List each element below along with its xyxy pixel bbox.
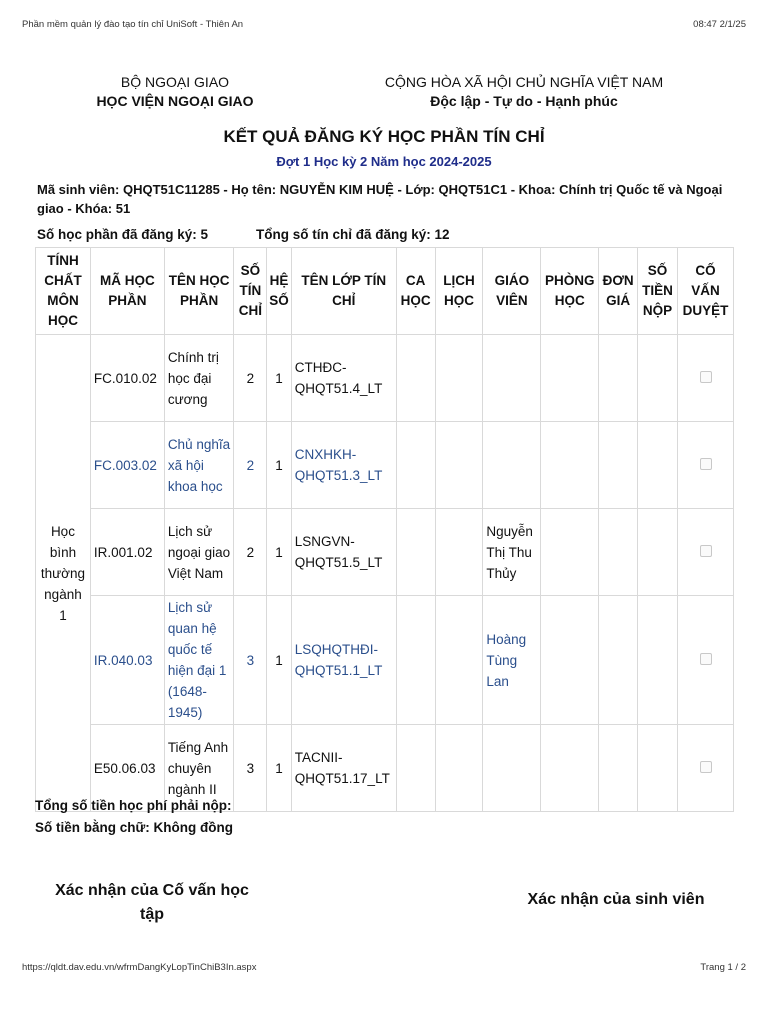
- advisor-approval-checkbox[interactable]: [700, 761, 712, 773]
- course-paid: [638, 335, 678, 422]
- course-name[interactable]: Chủ nghĩa xã hội khoa học: [164, 422, 234, 509]
- course-code[interactable]: FC.003.02: [90, 422, 164, 509]
- advisor-approval-checkbox[interactable]: [700, 371, 712, 383]
- ministry-name: BỘ NGOẠI GIAO: [120, 74, 230, 90]
- col-nature: TÍNH CHẤT MÔN HỌC: [36, 248, 91, 335]
- course-credits: 2: [234, 509, 267, 596]
- advisor-approval-cell: [678, 725, 734, 812]
- course-shift: [396, 725, 435, 812]
- course-room: [541, 509, 599, 596]
- course-teacher[interactable]: Hoàng Tùng Lan: [483, 596, 541, 725]
- col-shift: CA HỌC: [396, 248, 435, 335]
- total-credits-count: Tổng số tín chỉ đã đăng ký: 12: [256, 227, 450, 242]
- table-header-row: [36, 248, 734, 335]
- course-class: CTHĐC-QHQT51.4_LT: [291, 335, 396, 422]
- course-coef: 1: [267, 335, 292, 422]
- page-title: KẾT QUẢ ĐĂNG KÝ HỌC PHẦN TÍN CHỈ: [223, 127, 545, 146]
- course-code: IR.001.02: [90, 509, 164, 596]
- student-signature-label: Xác nhận của sinh viên: [527, 891, 705, 908]
- course-credits: 3: [234, 725, 267, 812]
- course-price: [599, 422, 638, 509]
- col-coef: HỆ SỐ: [267, 248, 292, 335]
- course-name: Lịch sử ngoại giao Việt Nam: [164, 509, 234, 596]
- course-coef: 1: [267, 596, 292, 725]
- table-row: [36, 335, 734, 422]
- course-price: [599, 725, 638, 812]
- course-class: LSNGVN-QHQT51.5_LT: [291, 509, 396, 596]
- course-name[interactable]: Lịch sử quan hệ quốc tế hiện đại 1 (1648-1945): [164, 596, 234, 725]
- course-code: FC.010.02: [90, 335, 164, 422]
- advisor-approval-checkbox[interactable]: [700, 653, 712, 665]
- fee-in-words: Số tiền bằng chữ: Không đồng: [35, 820, 233, 835]
- course-coef: 1: [267, 422, 292, 509]
- col-code: MÃ HỌC PHẦN: [90, 248, 164, 335]
- table-row: [36, 422, 734, 509]
- course-code[interactable]: IR.040.03: [90, 596, 164, 725]
- total-fee: Tổng số tiền học phí phải nộp:: [35, 798, 232, 813]
- course-class[interactable]: CNXHKH-QHQT51.3_LT: [291, 422, 396, 509]
- col-paid: SỐ TIỀN NỘP: [638, 248, 678, 335]
- registration-counts: [37, 227, 450, 242]
- col-room: PHÒNG HỌC: [541, 248, 599, 335]
- col-advisor: CỐ VẤN DUYỆT: [678, 248, 734, 335]
- academy-name: HỌC VIỆN NGOẠI GIAO: [96, 93, 254, 109]
- course-shift: [396, 335, 435, 422]
- course-class[interactable]: LSQHQTHĐI-QHQT51.1_LT: [291, 596, 396, 725]
- col-class: TÊN LỚP TÍN CHỈ: [291, 248, 396, 335]
- advisor-approval-cell: [678, 509, 734, 596]
- print-footer-url: https://qldt.dav.edu.vn/wfrmDangKyLopTinChiB3In.aspx: [22, 962, 257, 973]
- course-schedule: [435, 596, 483, 725]
- course-credits: 2: [234, 335, 267, 422]
- print-footer-page: Trang 1 / 2: [700, 962, 746, 973]
- registration-table: [35, 247, 734, 812]
- country-name: CỘNG HÒA XÃ HỘI CHỦ NGHĨA VIỆT NAM: [384, 74, 664, 90]
- course-teacher: [483, 335, 541, 422]
- advisor-approval-cell: [678, 422, 734, 509]
- col-teacher: GIÁO VIÊN: [483, 248, 541, 335]
- course-coef: 1: [267, 509, 292, 596]
- student-info: Mã sinh viên: QHQT51C11285 - Họ tên: NGUYỄN KIM HUỆ - Lớp: QHQT51C1 - Khoa: Chính trị Quốc tế và Ngoại giao - Khóa: 51: [37, 182, 723, 216]
- course-price: [599, 596, 638, 725]
- course-schedule: [435, 509, 483, 596]
- course-name: Tiếng Anh chuyên ngành II: [164, 725, 234, 812]
- registered-courses-count: Số học phần đã đăng ký: 5: [37, 227, 209, 242]
- advisor-approval-cell: [678, 596, 734, 725]
- course-teacher: [483, 725, 541, 812]
- course-schedule: [435, 335, 483, 422]
- course-nature: Học bình thường ngành 1: [36, 335, 91, 812]
- course-coef: 1: [267, 725, 292, 812]
- course-room: [541, 596, 599, 725]
- course-name: Chính trị học đại cương: [164, 335, 234, 422]
- course-schedule: [435, 422, 483, 509]
- course-paid: [638, 422, 678, 509]
- print-header-datetime: 08:47 2/1/25: [693, 19, 746, 30]
- header-national: [370, 73, 678, 111]
- advisor-approval-checkbox[interactable]: [700, 545, 712, 557]
- advisor-approval-cell: [678, 335, 734, 422]
- course-shift: [396, 422, 435, 509]
- page-subtitle: Đợt 1 Học kỳ 2 Năm học 2024-2025: [276, 154, 492, 169]
- course-schedule: [435, 725, 483, 812]
- header-ministry: [80, 73, 270, 111]
- col-price: ĐƠN GIÁ: [599, 248, 638, 335]
- course-room: [541, 422, 599, 509]
- course-paid: [638, 509, 678, 596]
- course-paid: [638, 596, 678, 725]
- course-price: [599, 509, 638, 596]
- course-shift: [396, 596, 435, 725]
- course-class: TACNII-QHQT51.17_LT: [291, 725, 396, 812]
- col-schedule: LỊCH HỌC: [435, 248, 483, 335]
- course-teacher: Nguyễn Thị Thu Thủy: [483, 509, 541, 596]
- course-credits: 3: [234, 596, 267, 725]
- course-paid: [638, 725, 678, 812]
- course-price: [599, 335, 638, 422]
- course-room: [541, 335, 599, 422]
- table-row: [36, 596, 734, 725]
- course-shift: [396, 509, 435, 596]
- course-room: [541, 725, 599, 812]
- advisor-approval-checkbox[interactable]: [700, 458, 712, 470]
- col-credits: SỐ TÍN CHỈ: [234, 248, 267, 335]
- print-header-title: Phần mềm quản lý đào tạo tín chỉ UniSoft - Thiên An: [22, 19, 244, 30]
- col-name: TÊN HỌC PHẦN: [164, 248, 234, 335]
- course-credits: 2: [234, 422, 267, 509]
- course-code: E50.06.03: [90, 725, 164, 812]
- country-motto: Độc lập - Tự do - Hạnh phúc: [430, 93, 618, 109]
- course-teacher: [483, 422, 541, 509]
- table-row: [36, 509, 734, 596]
- advisor-signature-label: Xác nhận của Cố vấn học tập: [55, 882, 249, 923]
